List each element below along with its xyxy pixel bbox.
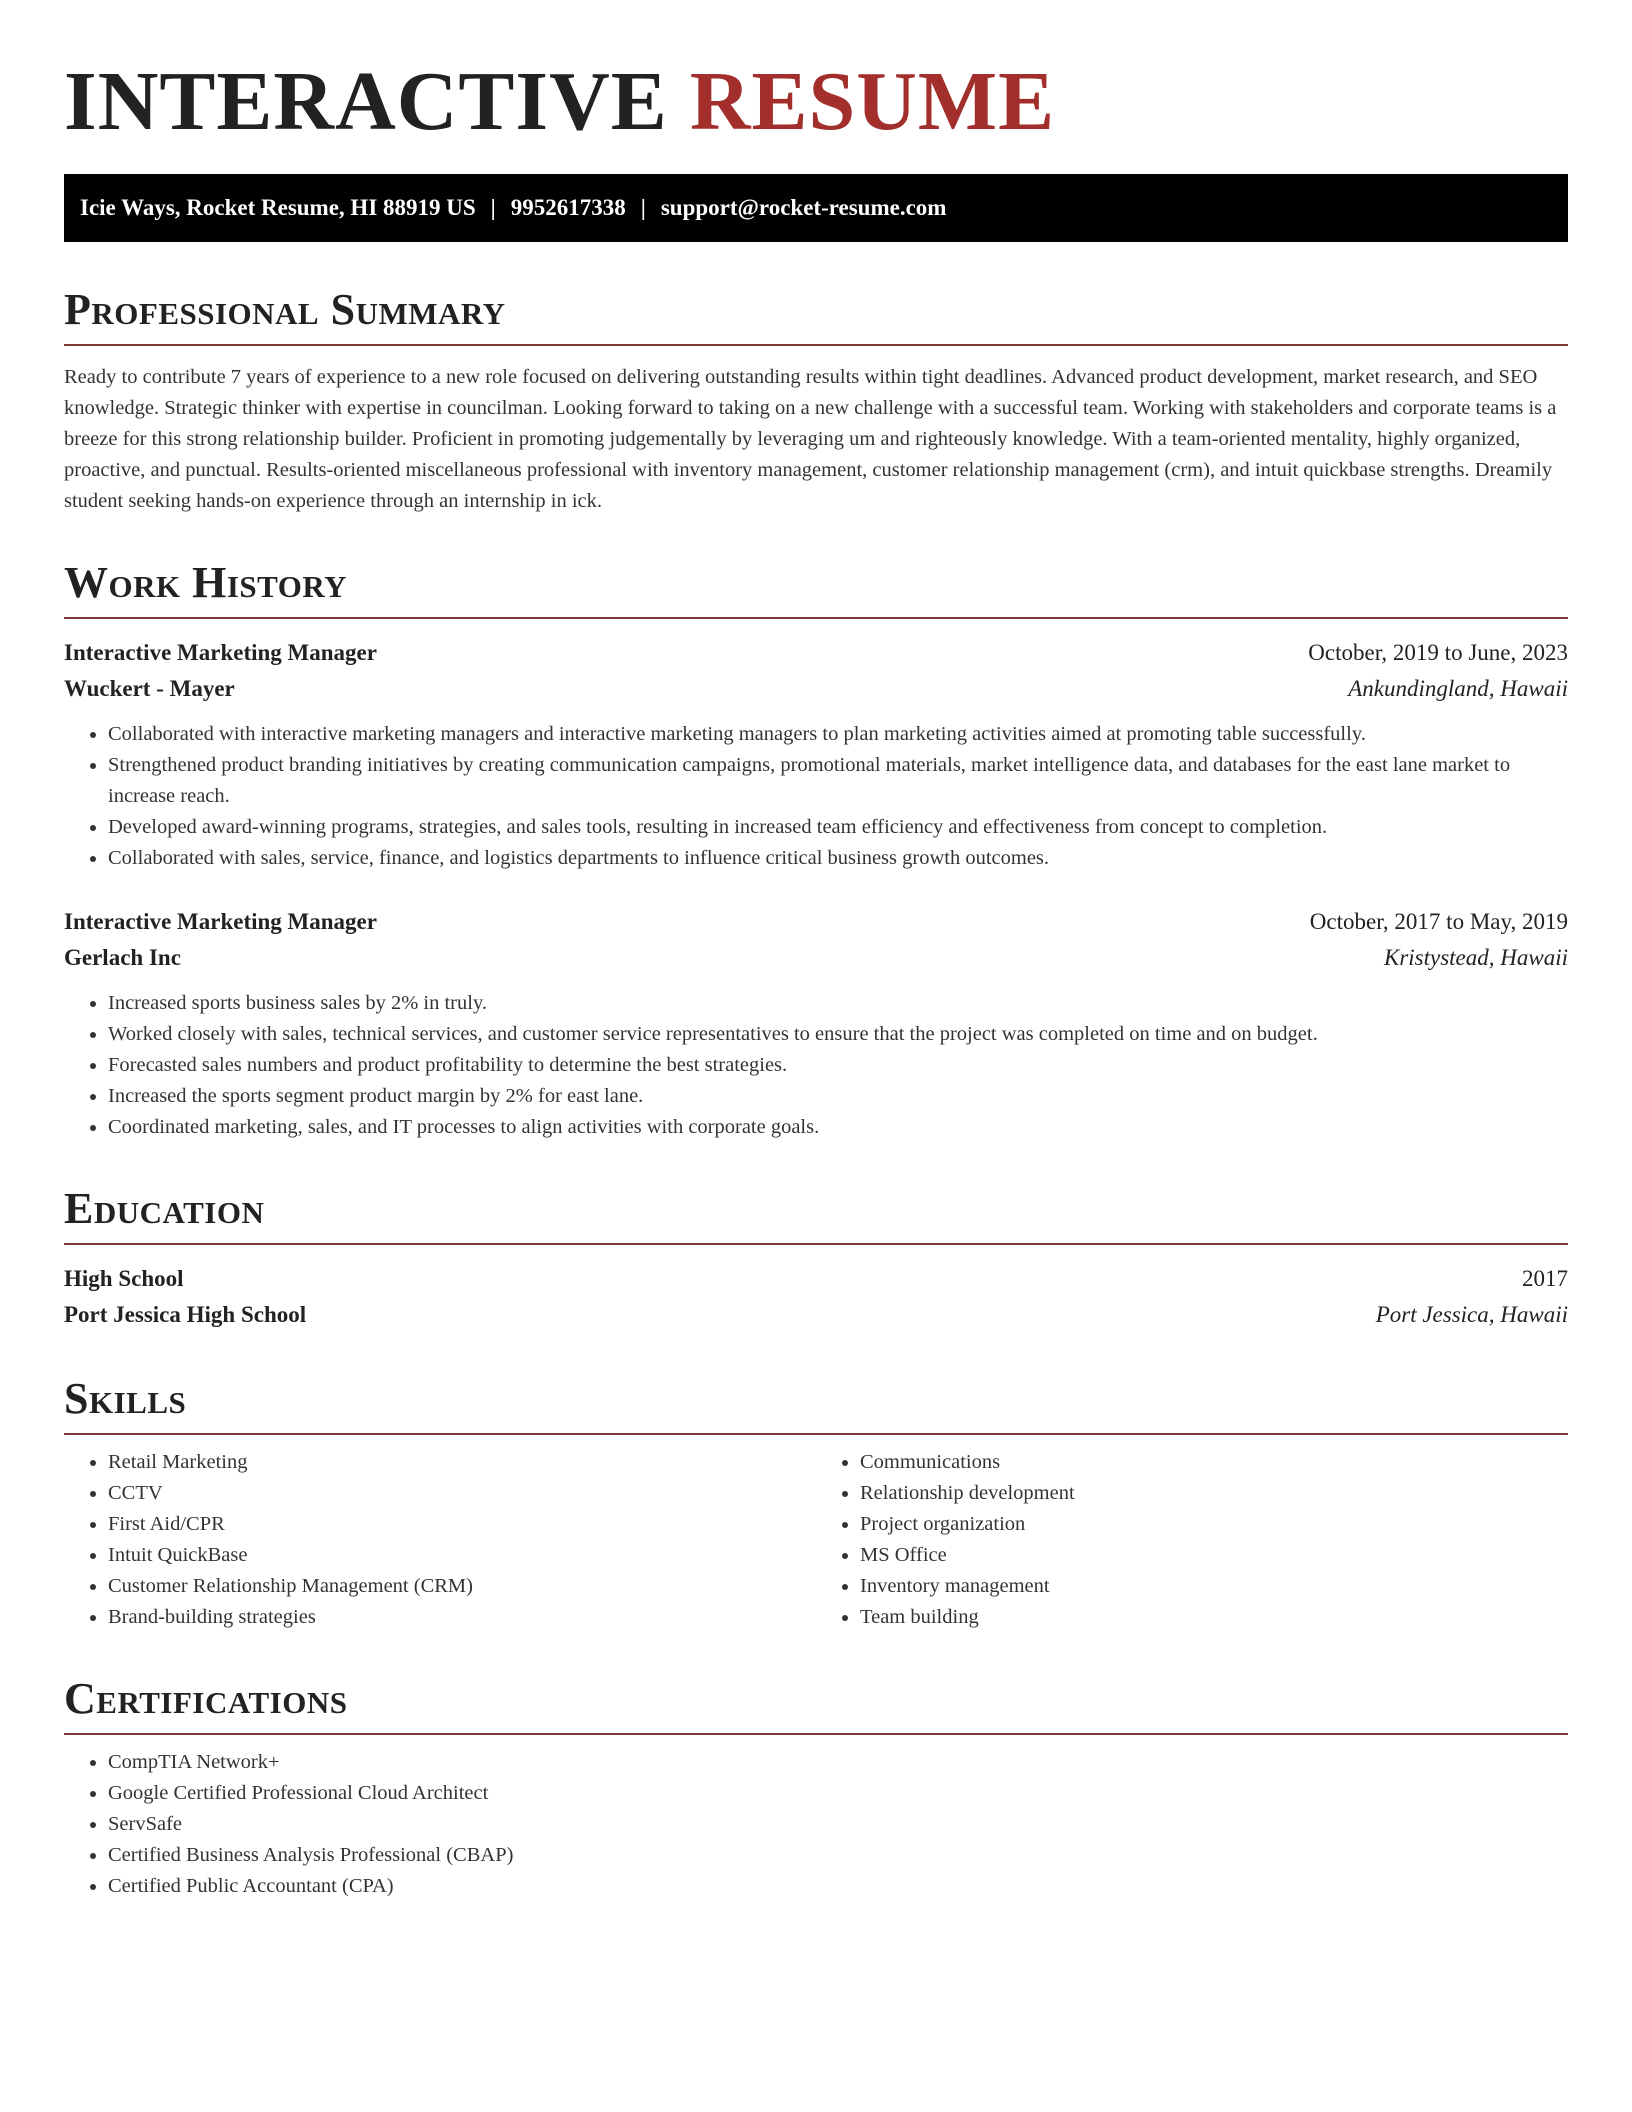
education-school: Port Jessica High School xyxy=(64,1302,307,1327)
job-title-row xyxy=(64,904,1568,940)
list-item: • Worked closely with sales, technical services, and customer service representatives to ensure that the project was completed on time and on budget. xyxy=(108,1019,1568,1050)
education-location: Port Jessica, Hawaii xyxy=(1375,1302,1568,1327)
list-item: • Customer Relationship Management (CRM) xyxy=(108,1571,816,1602)
job-bullets xyxy=(64,988,1568,1143)
job-title: Interactive Marketing Manager xyxy=(64,640,377,665)
job-title: Interactive Marketing Manager xyxy=(64,909,377,934)
summary-text: Ready to contribute 7 years of experience to a new role focused on delivering outstanding results within tight deadlines. Advanced product development, market research, and SEO knowledge. Strategic thinker with expertise in councilman. Looking forward to taking on a new challenge with a successful team. Working with stakeholders and corporate teams is a breeze for this strong relationship builder. Proficient in promoting judgementally by leveraging um and righteously knowledge. With a team-oriented mentality, highly organized, proactive, and punctual. Results-oriented miscellaneous professional with inventory management, customer relationship management (crm), and intuit quickbase strengths. Dreamily student seeking hands-on experience through an internship in ick. xyxy=(64,366,1557,512)
list-item: • Strengthened product branding initiatives by creating communication campaigns, promotional materials, market intelligence data, and databases for the east lane market to increase reach. xyxy=(108,750,1568,812)
list-item: • Developed award-winning programs, strategies, and sales tools, resulting in increased team efficiency and effectiveness from concept to completion. xyxy=(108,812,1568,843)
skills-heading: Skills xyxy=(64,1375,1568,1435)
job-location: Ankundingland, Hawaii xyxy=(1348,676,1568,701)
contact-phone: 9952617338 xyxy=(510,195,626,220)
contact-address: Icie Ways, Rocket Resume, HI 88919 US xyxy=(80,195,476,220)
list-item: • CCTV xyxy=(108,1478,816,1509)
list-item: • Google Certified Professional Cloud Architect xyxy=(108,1778,1568,1809)
list-item: • Collaborated with sales, service, finance, and logistics departments to influence critical business growth outcomes. xyxy=(108,843,1568,874)
list-item: • Increased sports business sales by 2% in truly. xyxy=(108,988,1568,1019)
contact-separator: | xyxy=(640,195,646,220)
education-degree: High School xyxy=(64,1266,184,1291)
job-title-row xyxy=(64,635,1568,671)
list-item: • Collaborated with interactive marketing managers and interactive marketing managers to plan marketing activities aimed at promoting table successfully. xyxy=(108,719,1568,750)
list-item: • Increased the sports segment product margin by 2% for east lane. xyxy=(108,1081,1568,1112)
work-history-heading: Work History xyxy=(64,559,1568,619)
job-dates: October, 2017 to May, 2019 xyxy=(1309,909,1568,934)
list-item: • Certified Business Analysis Professional (CBAP) xyxy=(108,1840,1568,1871)
contact-bar xyxy=(64,174,1568,242)
title-part-1: INTERACTIVE xyxy=(64,55,668,148)
certifications-heading: Certifications xyxy=(64,1675,1568,1735)
job-company: Gerlach Inc xyxy=(64,945,181,970)
job-company-row xyxy=(64,940,1568,976)
resume-title xyxy=(64,50,1568,154)
list-item: • First Aid/CPR xyxy=(108,1509,816,1540)
job-bullets xyxy=(64,719,1568,874)
list-item: • ServSafe xyxy=(108,1809,1568,1840)
education-year: 2017 xyxy=(1522,1266,1568,1291)
contact-separator: | xyxy=(490,195,496,220)
list-item: • Coordinated marketing, sales, and IT processes to align activities with corporate goals. xyxy=(108,1112,1568,1143)
job-location: Kristystead, Hawaii xyxy=(1383,945,1568,970)
list-item: • CompTIA Network+ xyxy=(108,1747,1568,1778)
skills-columns xyxy=(64,1447,1568,1633)
job-entry xyxy=(64,904,1568,1143)
list-item: • Intuit QuickBase xyxy=(108,1540,816,1571)
skills-list-left xyxy=(64,1447,816,1633)
list-item: • Communications xyxy=(860,1447,1568,1478)
list-item: • Brand-building strategies xyxy=(108,1602,816,1633)
list-item: • MS Office xyxy=(860,1540,1568,1571)
list-item: • Inventory management xyxy=(860,1571,1568,1602)
job-entry xyxy=(64,635,1568,874)
list-item: • Relationship development xyxy=(860,1478,1568,1509)
contact-email: support@rocket-resume.com xyxy=(660,195,947,220)
education-entry xyxy=(64,1261,1568,1333)
job-dates: October, 2019 to June, 2023 xyxy=(1308,640,1568,665)
education-degree-row xyxy=(64,1261,1568,1297)
list-item: • Project organization xyxy=(860,1509,1568,1540)
education-heading: Education xyxy=(64,1185,1568,1245)
list-item: • Certified Public Accountant (CPA) xyxy=(108,1871,1568,1902)
list-item: • Retail Marketing xyxy=(108,1447,816,1478)
job-company: Wuckert - Mayer xyxy=(64,676,235,701)
summary-heading: Professional Summary xyxy=(64,286,1568,346)
skills-list-right xyxy=(816,1447,1568,1633)
certifications-list xyxy=(64,1747,1568,1902)
title-part-2: RESUME xyxy=(689,55,1056,148)
list-item: • Team building xyxy=(860,1602,1568,1633)
education-school-row xyxy=(64,1297,1568,1333)
certifications-section xyxy=(64,1747,1568,1902)
list-item: • Forecasted sales numbers and product profitability to determine the best strategies. xyxy=(108,1050,1568,1081)
job-company-row xyxy=(64,671,1568,707)
